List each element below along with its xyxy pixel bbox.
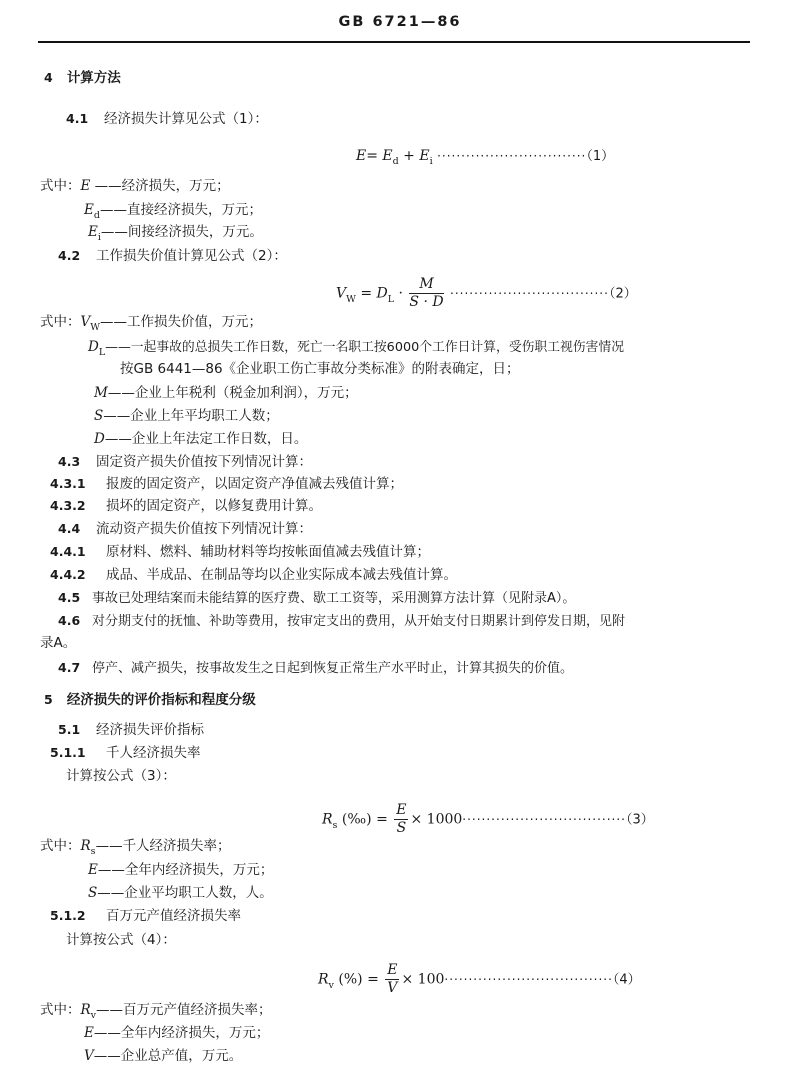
leader-dots: ·································· — [462, 812, 626, 827]
where-line — [84, 1023, 269, 1043]
where-prefix: 式中： — [40, 1002, 81, 1018]
formula-symbol: E — [356, 148, 367, 164]
clause-number: 5.1 — [58, 722, 81, 737]
formula-part: + E — [398, 148, 430, 164]
variable-symbol: R — [80, 838, 91, 854]
where-line — [40, 1000, 272, 1022]
clause-4-3-2 — [50, 496, 322, 516]
formula-4-intro — [66, 930, 176, 950]
clause-text: 计算按公式（3）： — [66, 768, 176, 784]
variable-desc: ——全年内经济损失，万元； — [93, 1025, 270, 1041]
fraction — [409, 276, 443, 311]
section-4-heading — [44, 68, 121, 88]
fraction-denominator: V — [387, 980, 398, 996]
where-line — [88, 883, 273, 903]
formula-part: × 1000 — [410, 811, 463, 828]
variable-desc: ——全年内经济损失，万元； — [97, 862, 274, 878]
variable-subscript: v — [90, 1010, 97, 1021]
variable-subscript: W — [90, 322, 101, 333]
variable-desc: ——企业平均职工人数，人。 — [97, 885, 273, 901]
formula-operator: · — [398, 285, 403, 302]
formula-subscript: v — [328, 979, 334, 991]
clause-number: 5.1.2 — [50, 908, 86, 923]
clause-text: 计算按公式（4）： — [66, 932, 176, 948]
formula-part: = E — [366, 148, 393, 164]
clause-4-4-1 — [50, 542, 430, 562]
clause-text: 百万元产值经济损失率 — [106, 908, 241, 924]
clause-number: 4.4.2 — [50, 567, 86, 582]
section-title: 计算方法 — [66, 70, 121, 86]
fraction-numerator: E — [387, 962, 398, 978]
formula-4 — [318, 962, 641, 997]
variable-desc: ——一起事故的总损失工作日数，死亡一名职工按6000个工作日计算，受伤职工视伤害情况 — [105, 340, 624, 355]
formula-1: $E= E_d + E_i \cdot\cdot\cdot\cdot\cdot\cdot\cdot\cdot\cdot\cdot\cdot\cdot\cdot\cdot\cdot\cdot\cdot\cdot\cdot\cdot\cdot\cdot\cdot\cdot\cdot\cdot\cdot\cdot\cdot\cdot\cdot(1)$ — [356, 148, 615, 167]
clause-text: 损坏的固定资产，以修复费用计算。 — [106, 498, 322, 514]
variable-symbol: E — [84, 1025, 94, 1041]
clause-number: 4.4 — [58, 521, 81, 536]
leader-dots: ······························· — [437, 149, 587, 163]
clause-text: 成品、半成品、在制品等均以企业实际成本减去残值计算。 — [106, 567, 457, 583]
where-line — [84, 200, 262, 222]
equation-number: （3） — [626, 812, 654, 828]
formula-unit: (%) — [338, 971, 363, 988]
formula-unit: (‰) — [341, 811, 372, 828]
variable-desc: ——千人经济损失率； — [95, 838, 231, 854]
variable-subscript: L — [98, 347, 106, 358]
variable-symbol: D — [94, 431, 105, 447]
variable-subscript: s — [90, 846, 96, 857]
section-number: 4 — [44, 70, 53, 85]
clause-number: 4.3.1 — [50, 476, 86, 491]
clause-number: 4.6 — [58, 613, 81, 628]
where-line — [94, 383, 358, 403]
variable-symbol: M — [94, 385, 108, 401]
clause-number: 4.7 — [58, 660, 81, 675]
formula-operator: = — [367, 971, 379, 988]
formula-part: = D — [360, 285, 388, 302]
section-title: 经济损失的评价指标和程度分级 — [66, 692, 256, 708]
where-line — [88, 222, 263, 244]
leader-dots: ································· — [450, 286, 609, 301]
clause-4-5 — [58, 588, 575, 609]
variable-desc: ——经济损失，万元； — [94, 178, 230, 194]
clause-number: 4.3 — [58, 454, 81, 469]
clause-5-1 — [58, 720, 204, 740]
fraction-numerator: E — [396, 802, 407, 818]
clause-4-7 — [58, 658, 573, 679]
clause-text: 对分期支付的抚恤、补助等费用，按审定支出的费用，从开始支付日期累计到停发日期，见附 — [92, 614, 626, 629]
clause-number: 4.4.1 — [50, 544, 86, 559]
where-line — [40, 176, 230, 196]
clause-number: 4.1 — [66, 111, 89, 126]
formula-part: × 100 — [401, 971, 445, 988]
section-number: 5 — [44, 692, 53, 707]
section-5-heading — [44, 690, 256, 710]
formula-symbol: V — [336, 285, 347, 302]
clause-text: 报废的固定资产，以固定资产净值减去残值计算； — [106, 476, 403, 492]
clause-text: 经济损失评价指标 — [96, 722, 204, 738]
formula-subscript: s — [332, 819, 338, 831]
clause-5-1-2 — [50, 906, 241, 926]
variable-subscript: i — [97, 232, 101, 243]
where-line — [120, 359, 520, 379]
variable-desc: ——间接经济损失，万元。 — [100, 224, 263, 240]
where-line — [88, 860, 273, 880]
variable-symbol: V — [80, 314, 91, 330]
formula-3-intro — [66, 766, 176, 786]
formula-symbol: R — [318, 971, 329, 988]
formula-operator: = — [376, 811, 388, 828]
clause-text: 录A。 — [40, 635, 77, 651]
clause-5-1-1 — [50, 743, 201, 763]
where-line — [94, 429, 307, 449]
clause-4-4 — [58, 519, 312, 539]
where-line — [88, 337, 624, 359]
fraction — [385, 962, 399, 997]
where-prefix: 式中： — [40, 314, 81, 330]
formula-3 — [322, 802, 654, 837]
clause-4-4-2 — [50, 565, 457, 585]
variable-symbol: E — [88, 224, 98, 240]
fraction-denominator: S · D — [409, 294, 444, 310]
header-rule — [38, 41, 750, 43]
variable-symbol: S — [94, 408, 104, 424]
where-prefix: 式中： — [40, 838, 81, 854]
formula-2: $V_W = D_L$ · $\frac{M}{S \cdot D}$ ·································（2） — [336, 276, 637, 310]
variable-symbol: E — [80, 178, 91, 194]
variable-symbol: D — [88, 339, 99, 355]
clause-text: 原材料、燃料、辅助材料等均按帐面值减去残值计算； — [106, 544, 430, 560]
formula-symbol: R — [322, 811, 333, 828]
clause-number: 4.3.2 — [50, 498, 86, 513]
variable-symbol: V — [84, 1048, 94, 1064]
variable-symbol: R — [80, 1002, 91, 1018]
clause-4-3-1 — [50, 474, 403, 494]
variable-desc: ——工作损失价值，万元； — [100, 314, 263, 330]
clause-4-3 — [58, 452, 312, 472]
where-line — [40, 836, 231, 858]
where-line — [40, 312, 262, 334]
equation-number: （4） — [612, 972, 641, 988]
clause-text: 工作损失价值计算见公式（2）： — [96, 248, 287, 264]
variable-desc: ——百万元产值经济损失率； — [96, 1002, 272, 1018]
clause-text: 千人经济损失率 — [106, 745, 201, 761]
variable-subscript: d — [93, 210, 100, 221]
clause-4-6 — [58, 611, 625, 632]
variable-symbol: E — [84, 202, 94, 218]
variable-desc: ——企业总产值，万元。 — [93, 1048, 243, 1064]
equation-number: （1） — [586, 149, 615, 164]
variable-desc: ——企业上年税利（税金加利润），万元； — [107, 385, 358, 401]
clause-number: 4.5 — [58, 590, 81, 605]
fraction-numerator: M — [409, 276, 443, 294]
leader-dots: ··································· — [444, 972, 613, 987]
clause-number: 5.1.1 — [50, 745, 86, 760]
variable-symbol: E — [88, 862, 98, 878]
variable-desc: ——企业上年法定工作日数，日。 — [104, 431, 308, 447]
variable-desc-continued: 按GB 6441—86《企业职工伤亡事故分类标准》的附表确定，日； — [120, 361, 520, 377]
clause-text: 事故已处理结案而未能结算的医疗费、歇工工资等，采用测算方法计算（见附录A）。 — [92, 591, 576, 606]
fraction — [394, 802, 408, 837]
standard-header: GB 6721—86 — [338, 14, 462, 30]
clause-4-2 — [58, 246, 287, 266]
fraction-denominator: S — [396, 820, 407, 836]
where-line — [84, 1046, 242, 1066]
variable-symbol: S — [88, 885, 98, 901]
clause-text: 固定资产损失价值按下列情况计算： — [96, 454, 312, 470]
clause-4-6-continued — [40, 633, 76, 653]
clause-text: 经济损失计算见公式（1）： — [104, 111, 268, 127]
variable-desc: ——直接经济损失，万元； — [99, 202, 262, 218]
clause-4-1 — [66, 109, 268, 129]
where-prefix: 式中： — [40, 178, 81, 194]
variable-desc: ——企业上年平均职工人数； — [103, 408, 279, 424]
clause-text: 流动资产损失价值按下列情况计算： — [96, 521, 312, 537]
where-line — [94, 406, 279, 426]
equation-number: （2） — [608, 286, 637, 302]
clause-number: 4.2 — [58, 248, 81, 263]
clause-text: 停产、减产损失，按事故发生之日起到恢复正常生产水平时止，计算其损失的价值。 — [92, 661, 574, 676]
